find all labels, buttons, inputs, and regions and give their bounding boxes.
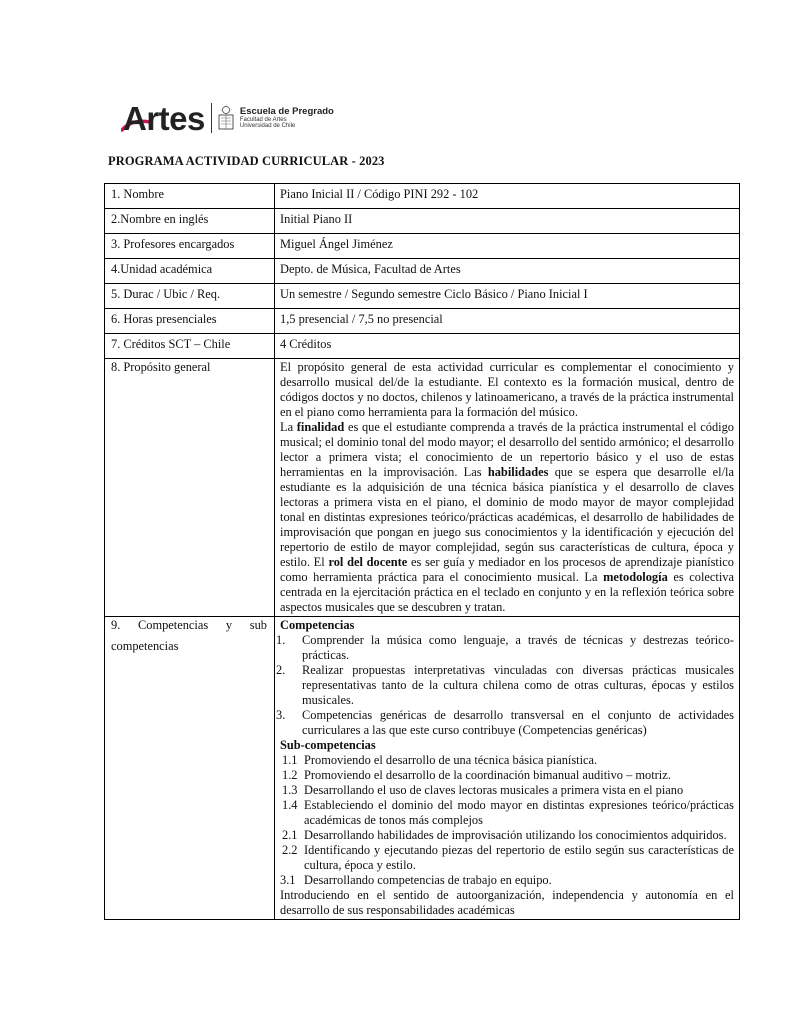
list-item: 1.3 Desarrollando el uso de claves lectoras musicales a primera vista en el piano — [282, 783, 684, 797]
subcompetencias-heading: Sub-competencias — [280, 738, 376, 752]
competencias-heading: Competencias — [280, 618, 355, 632]
row-label: 8. Propósito general — [105, 359, 275, 617]
page-title: PROGRAMA ACTIVIDAD CURRICULAR - 2023 — [108, 154, 385, 168]
row-label: 3. Profesores encargados — [105, 234, 275, 259]
row-value: Depto. de Música, Facultad de Artes — [275, 259, 740, 284]
row-label: 2.Nombre en inglés — [105, 209, 275, 234]
program-table — [104, 183, 740, 920]
table-row — [105, 234, 740, 259]
table-row — [105, 184, 740, 209]
logo-text — [240, 107, 334, 130]
proposito-paragraph-1: El propósito general de esta actividad curricular es complementar el conocimiento y desarrollo musical del/de la estudiante. El contexto es la formación musical, dentro de códigos doctos y no doctos, chilenos y latinoamericano, a través de la práctica instrumental en el piano como herramienta para la formación del músico. — [280, 360, 734, 419]
row-label: 6. Horas presenciales — [105, 309, 275, 334]
logo-brand: Artes — [123, 99, 205, 137]
logo-line-school: Escuela de Pregrado — [239, 105, 334, 117]
list-item: 3. Competencias genéricas de desarrollo transversal en el conjunto de actividades curriculares a las que este curso contribuye (Competencias genéricas) — [276, 708, 734, 737]
table-row — [105, 334, 740, 359]
list-item: 1. Comprender la música como lenguaje, a través de técnicas y destrezas teórico-prácticas. — [276, 633, 734, 662]
list-item: 1.4 Estableciendo el dominio del modo mayor en distintas expresiones teórico/prácticas académicas de tonos más complejos — [282, 798, 734, 827]
faculty-logo — [123, 98, 334, 138]
list-item: 2. Realizar propuestas interpretativas vinculadas con diversas prácticas musicales representativas tanto de la cultura chilena como de otras culturas, épocas y estilos musicales. — [276, 663, 734, 707]
competencias-list — [276, 633, 734, 738]
subcompetencias-list — [280, 753, 734, 888]
proposito-text — [275, 359, 740, 617]
table-row-competencias — [105, 617, 740, 920]
row-label: 5. Durac / Ubic / Req. — [105, 284, 275, 309]
row-label: 7. Créditos SCT – Chile — [105, 334, 275, 359]
table-row — [105, 284, 740, 309]
row-value: Piano Inicial II / Código PINI 292 - 102 — [275, 184, 740, 209]
row-label: 9. Competencias y sub competencias — [105, 617, 275, 920]
proposito-paragraph-2: La finalidad es que el estudiante comprenda a través de la práctica instrumental el código musical; el dominio tonal del modo mayor; el desarrollo del sentido armónico; el desarrollo lector a primera vista; el conocimiento de un repertorio básico y el uso de estas herramientas en la improvisación. Las habilidades que se espera que desarrolle el/la estudiante es la adquisición de una técnica básica pianística y el desarrollo de claves lectoras a primera vista en el piano, el dominio de modo mayor de mayor complejidad tonal en distintas expresiones teórico/prácticas académicas, el desarrollo de habilidades de improvisación que pongan en juego sus conocimientos y la identificación y ejecución del repertorio de estilo de mayor complejidad, según sus características de cultura, época y estilo. El rol del docente es ser guía y mediador en los procesos de aprendizaje pianístico como herramienta práctica para el conocimiento musical. La metodología es colectiva centrada en la ejercitación práctica en el teclado en conjunto y en la reflexión teórica sobre aspectos musicales que se descubren y tratan. — [280, 420, 735, 614]
competencias-content — [275, 617, 740, 920]
competencias-closing: Introduciendo en el sentido de autoorganización, independencia y autonomía en el desarrollo de sus responsabilidades académicas — [280, 888, 734, 917]
table-row — [105, 209, 740, 234]
row-value: 1,5 presencial / 7,5 no presencial — [275, 309, 740, 334]
university-seal-icon — [217, 105, 235, 131]
list-item: 2.1 Desarrollando habilidades de improvisación utilizando los conocimientos adquiridos. — [282, 828, 727, 842]
row-value: Miguel Ángel Jiménez — [275, 234, 740, 259]
logo-line-faculty: Facultad de Artes — [239, 116, 287, 123]
list-item: 1.1 Promoviendo el desarrollo de una técnica básica pianística. — [282, 753, 598, 767]
table-row — [105, 309, 740, 334]
row-value: Un semestre / Segundo semestre Ciclo Básico / Piano Inicial I — [275, 284, 740, 309]
list-item: 1.2 Promoviendo el desarrollo de la coordinación bimanual auditivo – motriz. — [282, 768, 671, 782]
row-value: Initial Piano II — [275, 209, 740, 234]
row-label: 4.Unidad académica — [105, 259, 275, 284]
row-value: 4 Créditos — [275, 334, 740, 359]
logo-line-university: Universidad de Chile — [239, 122, 296, 129]
table-row-proposito — [105, 359, 740, 617]
logo-separator — [211, 103, 212, 133]
table-row — [105, 259, 740, 284]
list-item: 3.1 Desarrollando competencias de trabajo en equipo. — [280, 873, 552, 887]
row-label: 1. Nombre — [105, 184, 275, 209]
list-item: 2.2 Identificando y ejecutando piezas del repertorio de estilo según sus características de cultura, época y estilo. — [282, 843, 734, 872]
